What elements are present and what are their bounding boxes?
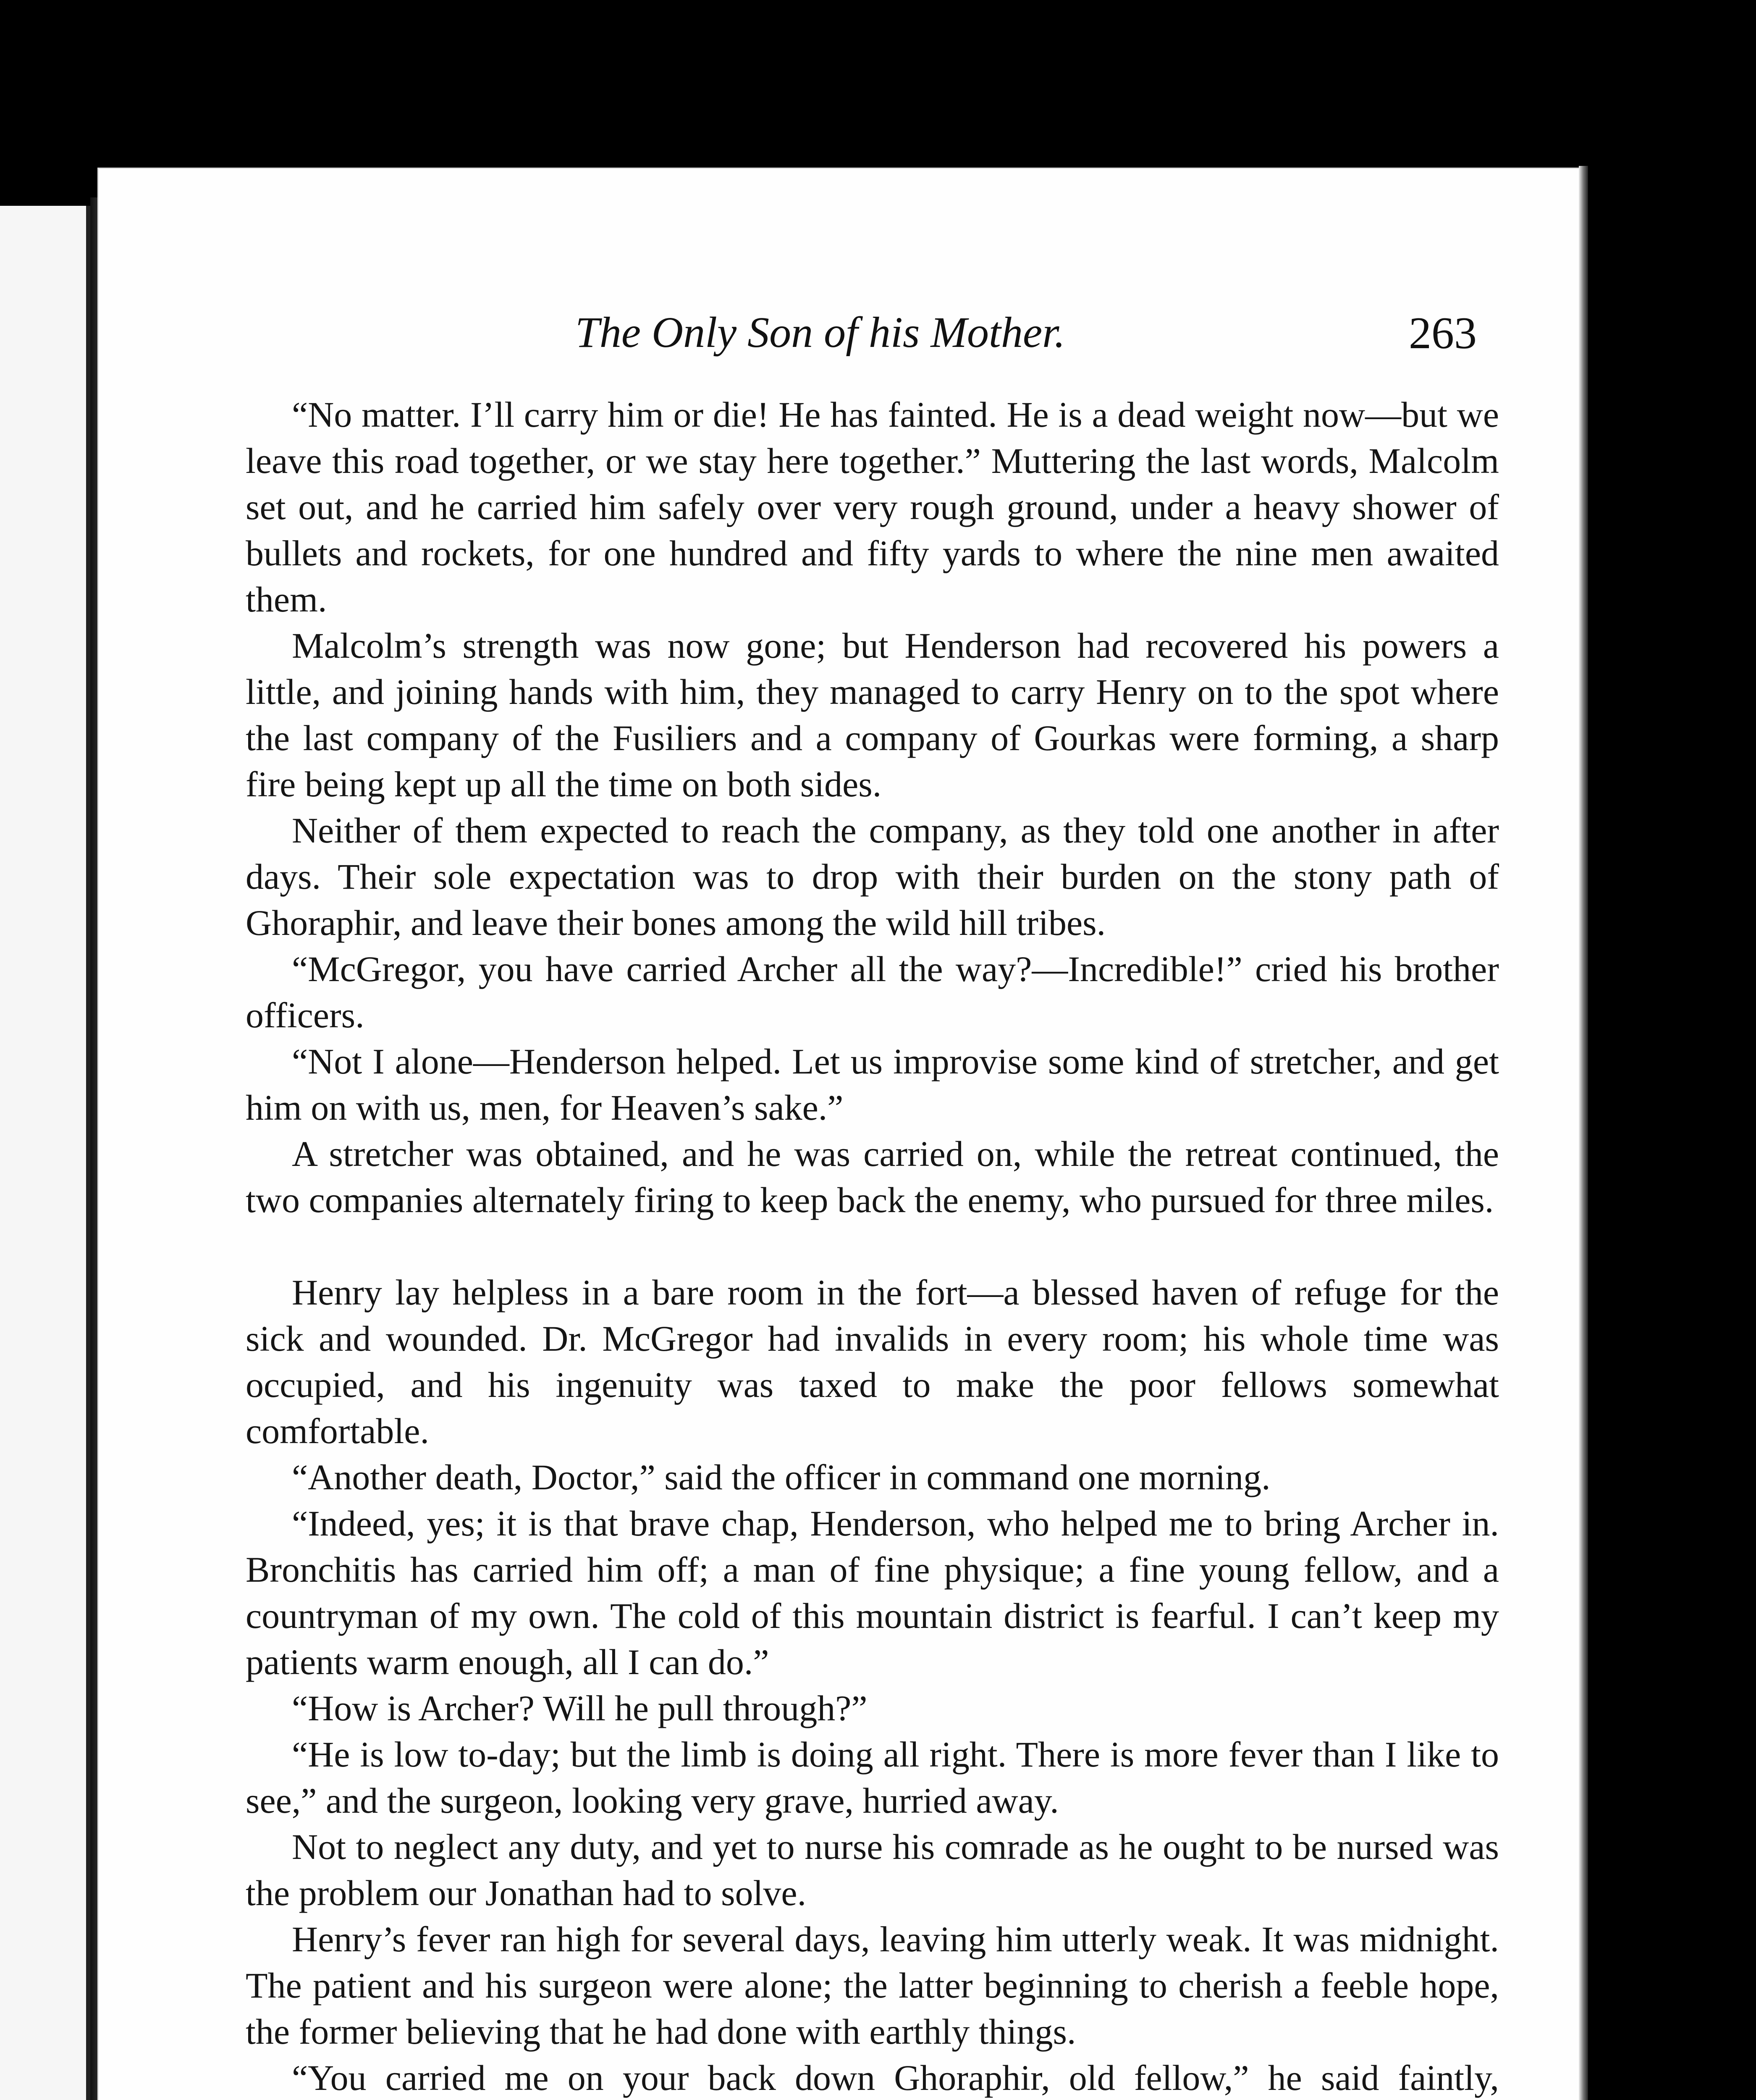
paragraph: “McGregor, you have carried Archer all the way?—Incredible!” cried his brother officers. (246, 949, 1499, 1035)
paragraph: “You carried me on your back down Ghoraphir, old fellow,” he said faintly, (292, 2058, 1499, 2098)
body-text (246, 391, 1499, 2100)
paragraph: Henry lay helpless in a bare room in the fort—a blessed haven of refuge for the sick and wounded. Dr. McGregor had invalids in every room; his whole time was occupied, and his ingenuity was taxed to make the poor fellows somewhat comfortable. (246, 1272, 1499, 1451)
paragraph: Henry’s fever ran high for several days, leaving him utterly weak. It was midnight. The patient and his surgeon were alone; the latter beginning to cherish a feeble hope, the former believing that he had done with earthly things. (246, 1919, 1499, 2052)
paragraph: Not to neglect any duty, and yet to nurse his comrade as he ought to be nursed was the problem our Jonathan had to solve. (246, 1827, 1499, 1913)
page-header (99, 307, 1583, 366)
page-fore-edge (1579, 166, 1588, 2100)
paragraph: Neither of them expected to reach the company, as they told one another in after days. Their sole expectation was to drop with their burden on the stony path of Ghoraphir, and leave their bones among the wild hill tribes. (246, 810, 1499, 943)
page-number: 263 (1409, 308, 1477, 358)
paragraph: “Indeed, yes; it is that brave chap, Henderson, who helped me to bring Archer in. Bronchitis has carried him off; a man of fine physique; a fine young fellow, and a countryman of my own. The cold of this mountain district is fearful. I can’t keep my patients warm enough, all I can do.” (246, 1503, 1499, 1682)
paragraph: “No matter. I’ll carry him or die! He has fainted. He is a dead weight now—but we leave this road together, or we stay here together.” Muttering the last words, Malcolm set out, and he carried him safely over very rough ground, under a heavy shower of bullets and rockets, for one hundred and fifty yards to where the nine men awaited them. (246, 394, 1499, 620)
facing-page-edge (0, 206, 90, 2100)
running-title: The Only Son of his Mother. (575, 308, 1066, 357)
paragraph: A stretcher was obtained, and he was carried on, while the retreat continued, the two companies alternately firing to keep back the enemy, who pursued for three miles. (246, 1134, 1499, 1220)
paragraph: “Not I alone—Henderson helped. Let us improvise some kind of stretcher, and get him on with us, men, for Heaven’s sake.” (246, 1041, 1499, 1128)
book-page (99, 169, 1583, 2100)
paragraph: “He is low to-day; but the limb is doing all right. There is more fever than I like to see,” and the surgeon, looking very grave, hurried away. (246, 1734, 1499, 1821)
section-break (246, 1223, 1499, 1269)
paragraph: “Another death, Doctor,” said the officer in command one morning. (292, 1457, 1271, 1497)
paragraph: “How is Archer? Will he pull through?” (292, 1688, 868, 1728)
paragraph: Malcolm’s strength was now gone; but Henderson had recovered his powers a little, and joining hands with him, they managed to carry Henry on to the spot where the last company of the Fusiliers and a company of Gourkas were forming, a sharp fire being kept up all the time on both sides. (246, 625, 1499, 804)
